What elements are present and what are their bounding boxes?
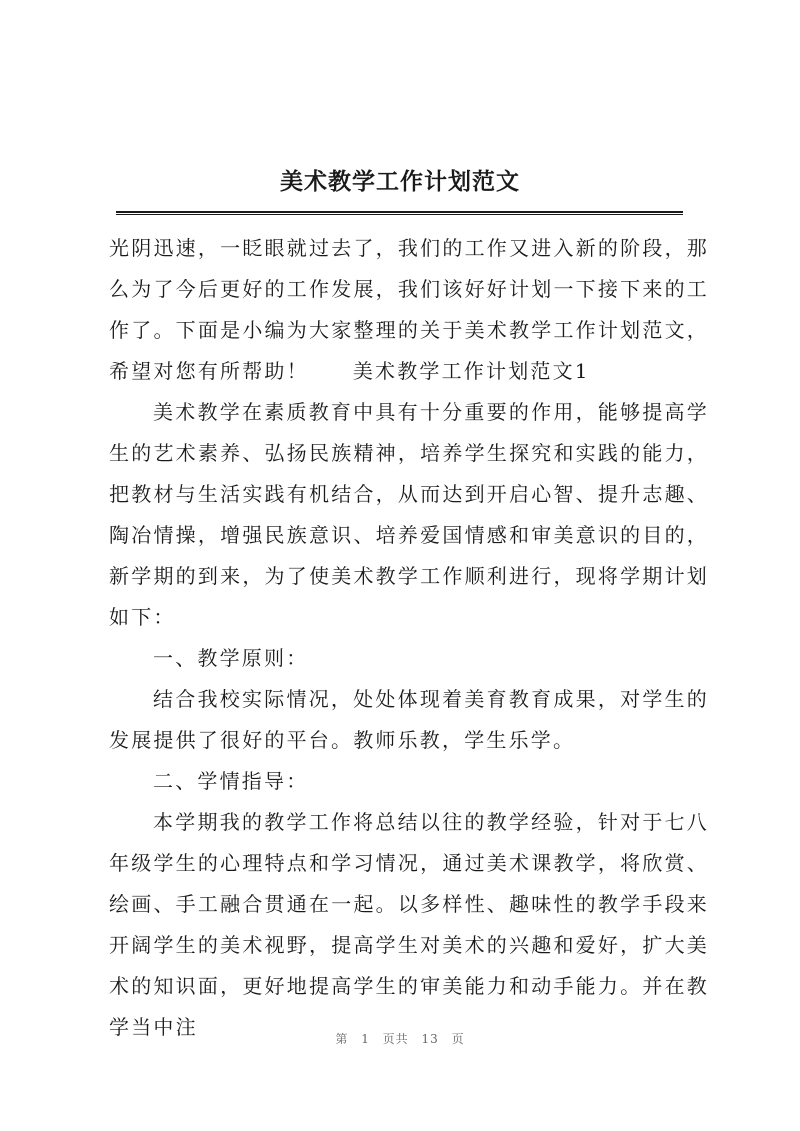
- page-footer: [0, 1030, 800, 1047]
- paragraph-1: 美术教学在素质教育中具有十分重要的作用，能够提高学生的艺术素养、弘扬民族精神，培养学生探究和实践的能力，把教材与生活实践有机结合，从而达到开启心智、提升志趣、陶冶情操，增强民族意识、培养爱国情感和审美意识的目的，新学期的到来，为了使美术教学工作顺利进行，现将学期计划如下：: [109, 400, 709, 629]
- document-body: [109, 228, 709, 1048]
- heading-learning-guidance: 二、学情指导：: [153, 769, 309, 793]
- section-title: 美术教学工作计划范文1: [352, 359, 590, 383]
- paragraph-2: 结合我校实际情况，处处体现着美育教育成果，对学生的发展提供了很好的平台。教师乐教，学生乐学。: [109, 687, 709, 752]
- document-title: 美术教学工作计划范文: [280, 168, 520, 195]
- title-divider: [116, 211, 683, 215]
- heading-teaching-principles: 一、教学原则：: [153, 646, 309, 670]
- footer-total-pages: 13: [421, 1032, 439, 1046]
- footer-suffix: 页: [451, 1032, 465, 1046]
- intro-text: 光阴迅速，一眨眼就过去了，我们的工作又进入新的阶段，那么为了今后更好的工作发展，我们该好好计划一下接下来的工作了。下面是小编为大家整理的关于美术教学工作计划范文，希望对您有所帮助！: [109, 236, 709, 383]
- paragraph-3: 本学期我的教学工作将总结以往的教学经验，针对于七八年级学生的心理特点和学习情况，通过美术课教学，将欣赏、绘画、手工融合贯通在一起。以多样性、趣味性的教学手段来开阔学生的美术视野，提高学生对美术的兴趣和爱好，扩大美术的知识面，更好地提高学生的审美能力和动手能力。并在教学当中注: [109, 810, 709, 1039]
- footer-middle: 页共: [382, 1032, 409, 1046]
- footer-page-number: 1: [361, 1032, 370, 1046]
- footer-prefix: 第: [335, 1032, 349, 1046]
- intro-paragraph: [109, 228, 709, 392]
